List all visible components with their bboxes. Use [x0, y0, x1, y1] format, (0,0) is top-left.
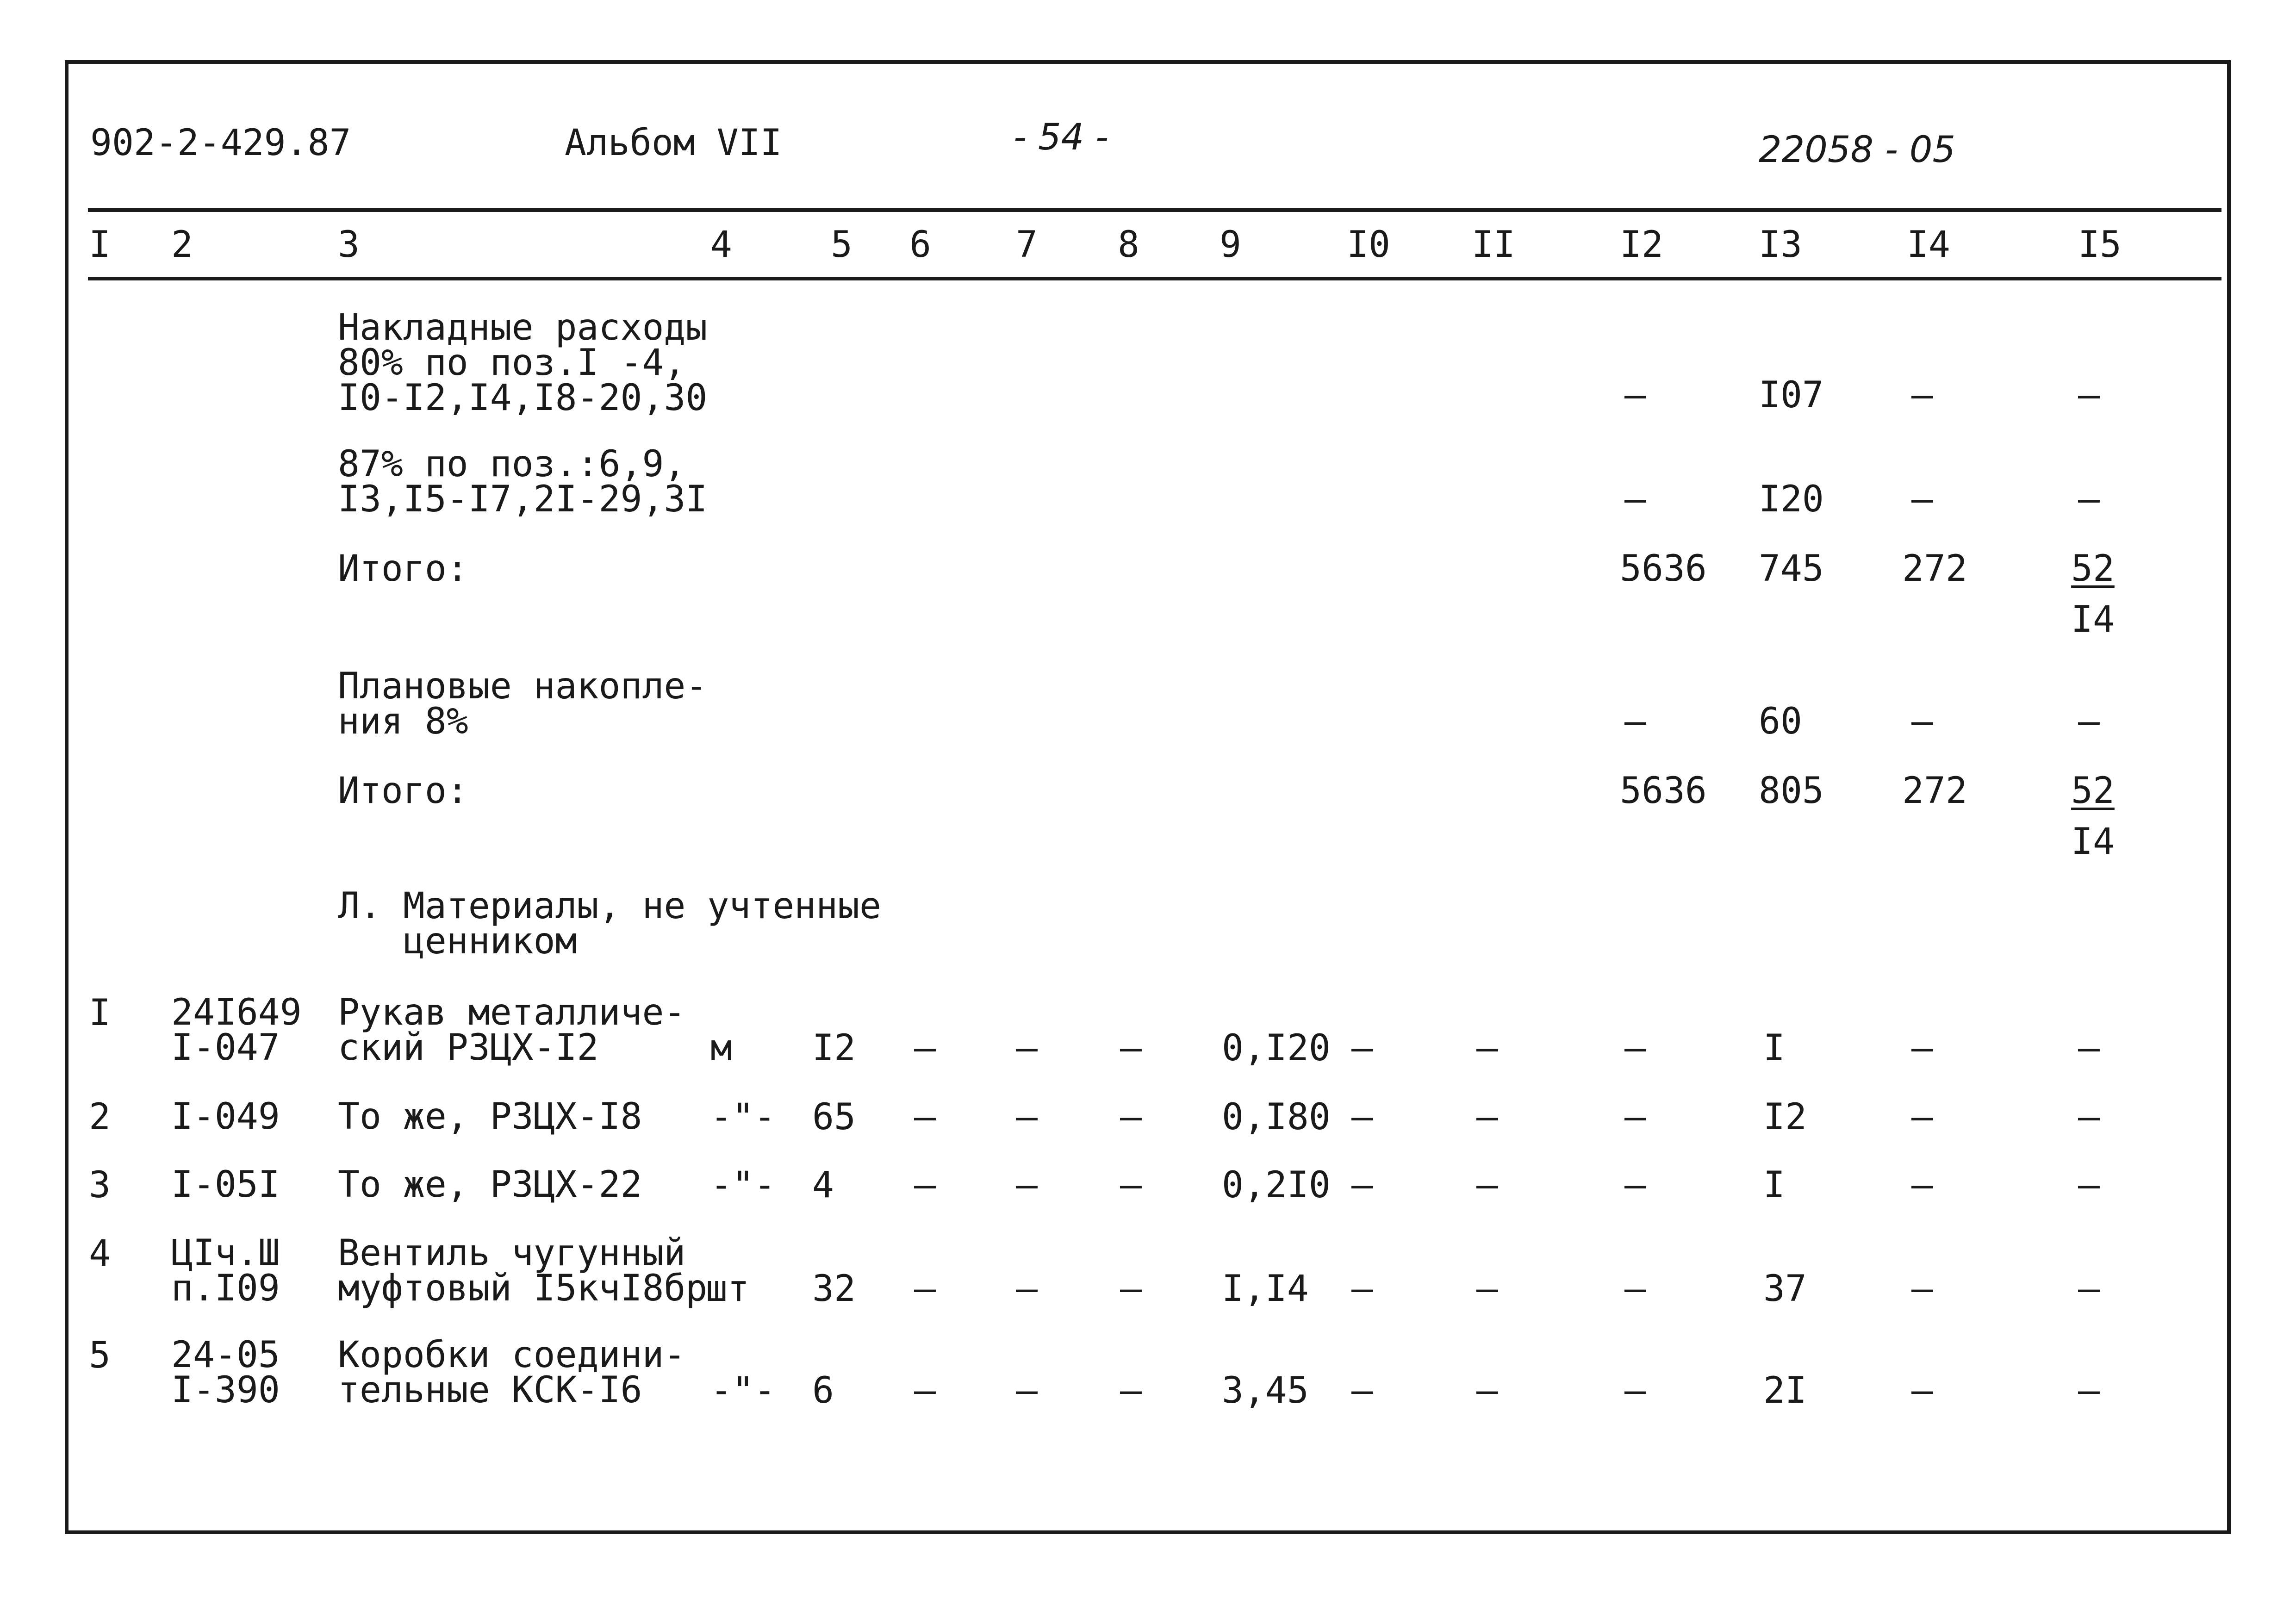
col-header: 5 — [831, 224, 852, 266]
item-code: ЦIч.Ш п.I09 — [171, 1232, 280, 1309]
item-name: Коробки соедини- тельные КСК-I6 — [338, 1334, 686, 1411]
cell: – — [1016, 1096, 1038, 1138]
cell: I,I4 — [1222, 1268, 1309, 1310]
col-header: I2 — [1620, 224, 1663, 266]
item-no: 4 — [89, 1233, 111, 1275]
cell: – — [2078, 374, 2100, 416]
cell: – — [1351, 1164, 1373, 1206]
item-code: 24-05 I-390 — [171, 1334, 280, 1411]
col-header: I3 — [1759, 224, 1802, 266]
cell: – — [914, 1370, 936, 1412]
item-no: 5 — [89, 1335, 111, 1376]
cell: – — [1624, 374, 1646, 416]
item-no: 2 — [89, 1096, 111, 1138]
cell: – — [1911, 1164, 1933, 1206]
cell: – — [1911, 1370, 1933, 1412]
item-qty: 4 — [812, 1164, 834, 1206]
cell: – — [1476, 1164, 1498, 1206]
item-qty: I2 — [812, 1027, 856, 1069]
item-no: I — [89, 992, 111, 1034]
cell: – — [1351, 1027, 1373, 1069]
col-header: 9 — [1220, 224, 1241, 266]
col-header: 3 — [338, 224, 360, 266]
cell: – — [1120, 1164, 1142, 1206]
overhead-87-text: 87% по поз.:6,9, I3,I5-I7,2I-29,3I — [338, 443, 708, 520]
col-header: I — [89, 224, 111, 266]
header-rule-bottom — [88, 277, 2221, 280]
col-header: I4 — [1907, 224, 1950, 266]
cell: 805 — [1759, 770, 1824, 812]
item-unit: -"- — [710, 1096, 776, 1138]
cell: 37 — [1763, 1268, 1807, 1310]
cell: – — [1911, 1096, 1933, 1138]
item-code: 24I649 I-047 — [171, 992, 302, 1069]
cell: 3,45 — [1222, 1370, 1309, 1412]
col-header: 7 — [1016, 224, 1038, 266]
col-header: 4 — [710, 224, 732, 266]
cell: 60 — [1759, 701, 1802, 742]
cell: – — [1351, 1096, 1373, 1138]
item-unit: шт — [706, 1268, 749, 1310]
planned-savings-text: Плановые накопле- ния 8% — [338, 665, 708, 742]
cell: – — [1624, 1370, 1646, 1412]
col-header: 8 — [1118, 224, 1139, 266]
col-header: II — [1472, 224, 1515, 266]
cell: – — [1911, 479, 1933, 520]
cell: – — [914, 1268, 936, 1310]
cell: I4 — [2071, 821, 2115, 863]
cell: 5636 — [1620, 548, 1707, 590]
album-label: Альбом VII — [565, 122, 782, 164]
cell: – — [1120, 1268, 1142, 1310]
total-label: Итого: — [338, 770, 468, 812]
cell: – — [1351, 1370, 1373, 1412]
cell: – — [914, 1027, 936, 1069]
cell: – — [1476, 1096, 1498, 1138]
overhead-heading: Накладные расходы 80% по поз.I -4, I0-I2,I4,I8-20,30 — [338, 307, 708, 419]
col-header: 6 — [909, 224, 931, 266]
cell: – — [1016, 1164, 1038, 1206]
cell: – — [1016, 1027, 1038, 1069]
cell: – — [2078, 1370, 2100, 1412]
cell: 2I — [1763, 1370, 1807, 1412]
item-unit: м — [710, 1027, 732, 1069]
cell: 0,I80 — [1222, 1096, 1331, 1138]
cell: – — [1624, 479, 1646, 520]
cell: – — [1016, 1370, 1038, 1412]
cell: – — [1911, 1027, 1933, 1069]
item-name: Вентиль чугунный муфтовый I5кчI8бр — [338, 1232, 708, 1309]
cell: 0,2I0 — [1222, 1164, 1331, 1206]
cell: – — [1911, 701, 1933, 742]
cell: 52 — [2071, 548, 2115, 590]
item-unit: -"- — [710, 1164, 776, 1206]
cell: – — [1624, 1268, 1646, 1310]
cell: – — [1624, 1096, 1646, 1138]
item-no: 3 — [89, 1164, 111, 1206]
cell: I — [1763, 1027, 1785, 1069]
col-header: I0 — [1347, 224, 1390, 266]
page-number: - 54 - — [1014, 117, 1109, 158]
item-name: Рукав металличе- ский РЗЦХ-I2 — [338, 992, 686, 1069]
total-label: Итого: — [338, 548, 468, 590]
cell: – — [2078, 479, 2100, 520]
cell: – — [1120, 1027, 1142, 1069]
cell: – — [1911, 1268, 1933, 1310]
cell: – — [1016, 1268, 1038, 1310]
cell: – — [1476, 1027, 1498, 1069]
cell: – — [2078, 1268, 2100, 1310]
doc-code: 902-2-429.87 — [90, 122, 351, 164]
cell: – — [1911, 374, 1933, 416]
cell: – — [1624, 1164, 1646, 1206]
cell: 52 — [2071, 770, 2115, 812]
item-unit: -"- — [710, 1370, 776, 1412]
cell: 0,I20 — [1222, 1027, 1331, 1069]
col-header: 2 — [171, 224, 193, 266]
item-qty: 32 — [812, 1268, 856, 1310]
cell: I07 — [1759, 374, 1824, 416]
cell: – — [2078, 1164, 2100, 1206]
cell: – — [2078, 701, 2100, 742]
cell: 272 — [1902, 770, 1967, 812]
item-name: То же, РЗЦХ-22 — [338, 1164, 642, 1206]
item-qty: 6 — [812, 1370, 834, 1412]
cell: 272 — [1902, 548, 1967, 590]
cell: – — [1476, 1268, 1498, 1310]
section-title: Л. Материалы, не учтенные ценником — [338, 885, 881, 962]
cell: I2 — [1763, 1096, 1807, 1138]
cell: – — [914, 1164, 936, 1206]
item-code: I-05I — [171, 1164, 280, 1206]
cell: 745 — [1759, 548, 1824, 590]
item-qty: 65 — [812, 1096, 856, 1138]
item-name: То же, РЗЦХ-I8 — [338, 1096, 642, 1138]
cell: – — [1476, 1370, 1498, 1412]
item-code: I-049 — [171, 1096, 280, 1138]
cell: I4 — [2071, 599, 2115, 640]
cell: – — [2078, 1096, 2100, 1138]
cell: – — [2078, 1027, 2100, 1069]
cell: – — [914, 1096, 936, 1138]
cell: – — [1120, 1370, 1142, 1412]
cell: I20 — [1759, 479, 1824, 520]
order-number: 22058 - 05 — [1759, 129, 1956, 171]
col-header: I5 — [2078, 224, 2122, 266]
header-rule-top — [88, 208, 2221, 212]
cell: I — [1763, 1164, 1785, 1206]
cell: – — [1624, 701, 1646, 742]
cell: 5636 — [1620, 770, 1707, 812]
cell: – — [1624, 1027, 1646, 1069]
cell: – — [1351, 1268, 1373, 1310]
cell: – — [1120, 1096, 1142, 1138]
